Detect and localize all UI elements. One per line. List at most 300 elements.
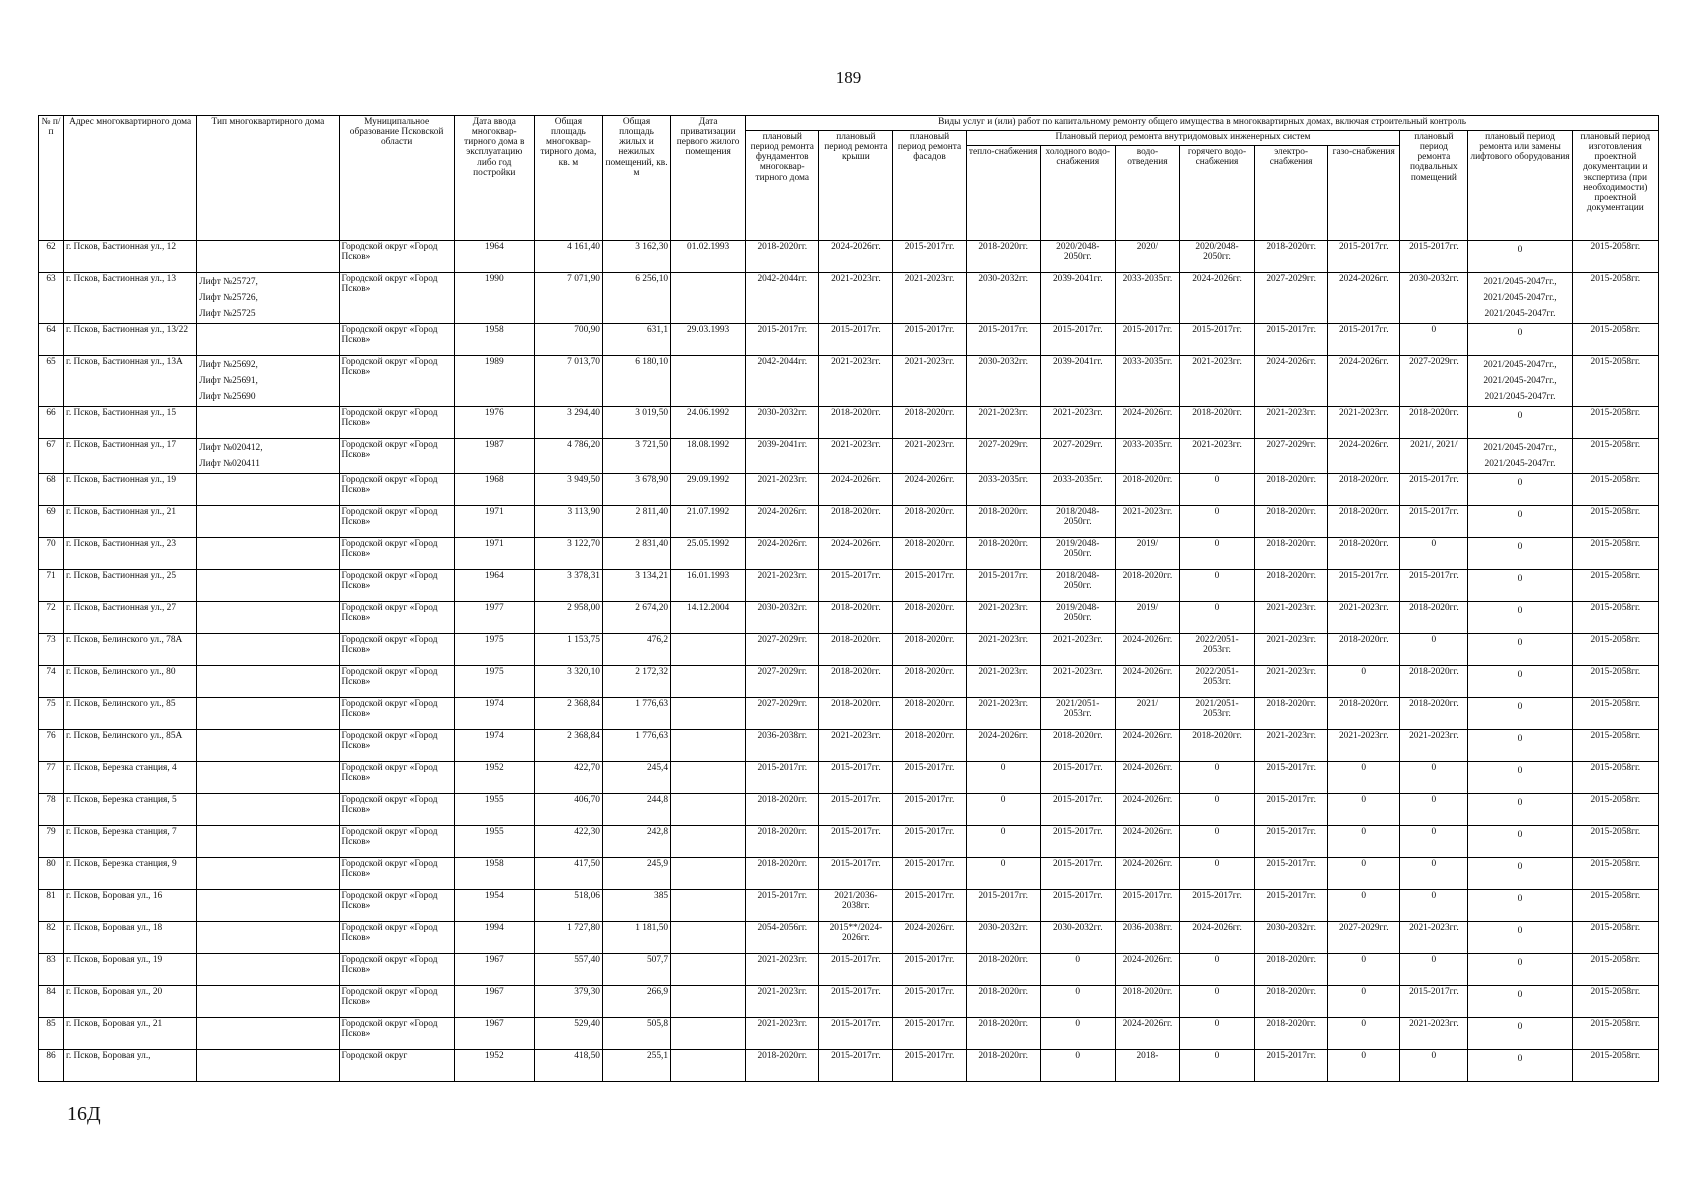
cell-basement: 0 (1400, 634, 1468, 666)
cell-elevator (1468, 474, 1572, 506)
cell-cold-water: 2039-2041гг. (1040, 356, 1115, 407)
cell-total-area: 4 161,40 (534, 241, 602, 273)
cell-roof: 2018-2020гг. (819, 666, 893, 698)
cell-drainage: 2024-2026гг. (1115, 666, 1179, 698)
cell-heat: 2021-2023гг. (966, 602, 1040, 634)
cell-electric: 2021-2023гг. (1255, 407, 1328, 439)
header-total-area: Общая площадь многоквар-тирного дома, кв. м (534, 116, 602, 241)
cell-living-area: 3 678,90 (602, 474, 670, 506)
cell-type (197, 602, 339, 634)
cell-heat: 2021-2023гг. (966, 634, 1040, 666)
cell-facade: 2018-2020гг. (893, 506, 966, 538)
cell-type (197, 826, 339, 858)
cell-cold-water: 2021/2051-2053гг. (1040, 698, 1115, 730)
cell-living-area: 6 180,10 (602, 356, 670, 407)
cell-basement: 2021-2023гг. (1400, 1018, 1468, 1050)
cell-num: 72 (39, 602, 64, 634)
cell-heat: 2021-2023гг. (966, 407, 1040, 439)
cell-total-area: 4 786,20 (534, 439, 602, 474)
cell-basement: 0 (1400, 324, 1468, 356)
elevator-period: 0 (1517, 1022, 1523, 1032)
cell-living-area: 255,1 (602, 1050, 670, 1082)
table-row (39, 474, 1659, 506)
cell-foundation: 2024-2026гг. (746, 506, 819, 538)
cell-total-area: 3 113,90 (534, 506, 602, 538)
cell-drainage: 2019/ (1115, 602, 1179, 634)
cell-basement: 2021-2023гг. (1400, 922, 1468, 954)
cell-num: 76 (39, 730, 64, 762)
cell-municipality: Городской округ «Город Псков» (339, 730, 454, 762)
cell-drainage: 2033-2035гг. (1115, 439, 1179, 474)
cell-foundation: 2039-2041гг. (746, 439, 819, 474)
cell-type (197, 890, 339, 922)
cell-electric: 2027-2029гг. (1255, 273, 1328, 324)
cell-hot-water: 0 (1179, 602, 1254, 634)
cell-electric: 2021-2023гг. (1255, 634, 1328, 666)
cell-roof: 2015-2017гг. (819, 954, 893, 986)
cell-design: 2015-2058гг. (1572, 1018, 1658, 1050)
cell-heat: 2018-2020гг. (966, 954, 1040, 986)
cell-hot-water: 2024-2026гг. (1179, 273, 1254, 324)
cell-municipality: Городской округ «Город Псков» (339, 474, 454, 506)
cell-basement: 2018-2020гг. (1400, 698, 1468, 730)
cell-facade: 2018-2020гг. (893, 666, 966, 698)
cell-heat: 2015-2017гг. (966, 324, 1040, 356)
cell-year: 1990 (454, 273, 534, 324)
cell-foundation: 2054-2056гг. (746, 922, 819, 954)
cell-facade: 2018-2020гг. (893, 698, 966, 730)
cell-elevator (1468, 570, 1572, 602)
cell-heat: 2033-2035гг. (966, 474, 1040, 506)
cell-cold-water: 2015-2017гг. (1040, 324, 1115, 356)
cell-drainage: 2036-2038гг. (1115, 922, 1179, 954)
cell-living-area: 245,9 (602, 858, 670, 890)
cell-drainage: 2021-2023гг. (1115, 506, 1179, 538)
cell-heat: 2018-2020гг. (966, 538, 1040, 570)
cell-drainage: 2024-2026гг. (1115, 634, 1179, 666)
cell-cold-water: 0 (1040, 1050, 1115, 1082)
cell-foundation: 2015-2017гг. (746, 324, 819, 356)
cell-address: г. Псков, Березка станция, 9 (64, 858, 197, 890)
header-heat: тепло-снабжения (966, 146, 1040, 241)
cell-living-area: 3 162,30 (602, 241, 670, 273)
cell-electric: 2018-2020гг. (1255, 954, 1328, 986)
elevator-period: 0 (1517, 411, 1523, 421)
cell-priv-date: 01.02.1993 (671, 241, 746, 273)
cell-hot-water: 0 (1179, 794, 1254, 826)
capital-repair-table (38, 115, 1659, 1082)
cell-total-area: 2 958,00 (534, 602, 602, 634)
cell-design: 2015-2058гг. (1572, 474, 1658, 506)
cell-design: 2015-2058гг. (1572, 506, 1658, 538)
lift-number: Лифт №020412, (199, 443, 263, 453)
header-facade: плановый период ремонта фасадов (893, 131, 966, 241)
cell-heat: 0 (966, 794, 1040, 826)
cell-drainage: 2024-2026гг. (1115, 826, 1179, 858)
cell-gas: 2015-2017гг. (1328, 324, 1400, 356)
cell-design: 2015-2058гг. (1572, 666, 1658, 698)
cell-num: 65 (39, 356, 64, 407)
elevator-period: 0 (1517, 798, 1523, 808)
cell-living-area: 1 776,63 (602, 730, 670, 762)
cell-foundation: 2036-2038гг. (746, 730, 819, 762)
cell-total-area: 518,06 (534, 890, 602, 922)
cell-year: 1955 (454, 794, 534, 826)
lift-number: Лифт №25726, (199, 293, 258, 303)
cell-num: 85 (39, 1018, 64, 1050)
cell-roof: 2018-2020гг. (819, 602, 893, 634)
cell-elevator (1468, 826, 1572, 858)
cell-num: 77 (39, 762, 64, 794)
cell-living-area: 1 776,63 (602, 698, 670, 730)
cell-electric: 2021-2023гг. (1255, 666, 1328, 698)
cell-roof: 2015-2017гг. (819, 986, 893, 1018)
cell-num: 78 (39, 794, 64, 826)
cell-address: г. Псков, Бастионная ул., 13/22 (64, 324, 197, 356)
cell-basement: 2015-2017гг. (1400, 986, 1468, 1018)
elevator-period: 2021/2045-2047гг., (1483, 277, 1557, 287)
cell-roof: 2015-2017гг. (819, 570, 893, 602)
cell-cold-water: 0 (1040, 986, 1115, 1018)
cell-foundation: 2027-2029гг. (746, 634, 819, 666)
cell-year: 1958 (454, 858, 534, 890)
cell-living-area: 507,7 (602, 954, 670, 986)
cell-basement: 2030-2032гг. (1400, 273, 1468, 324)
cell-heat: 2018-2020гг. (966, 986, 1040, 1018)
cell-basement: 0 (1400, 1050, 1468, 1082)
cell-num: 73 (39, 634, 64, 666)
cell-elevator (1468, 356, 1572, 407)
table-row (39, 986, 1659, 1018)
cell-cold-water: 2033-2035гг. (1040, 474, 1115, 506)
table-row (39, 602, 1659, 634)
cell-roof: 2021-2023гг. (819, 439, 893, 474)
cell-design: 2015-2058гг. (1572, 324, 1658, 356)
cell-gas: 0 (1328, 794, 1400, 826)
cell-basement: 0 (1400, 794, 1468, 826)
cell-elevator (1468, 858, 1572, 890)
cell-drainage: 2018-2020гг. (1115, 474, 1179, 506)
cell-type (197, 730, 339, 762)
cell-total-area: 379,30 (534, 986, 602, 1018)
cell-facade: 2018-2020гг. (893, 602, 966, 634)
cell-roof: 2015-2017гг. (819, 762, 893, 794)
cell-num: 69 (39, 506, 64, 538)
lift-number: Лифт №020411 (199, 459, 260, 469)
cell-type (197, 356, 339, 407)
cell-roof: 2015-2017гг. (819, 794, 893, 826)
cell-year: 1954 (454, 890, 534, 922)
table-row (39, 730, 1659, 762)
cell-type (197, 273, 339, 324)
cell-type (197, 762, 339, 794)
cell-drainage: 2024-2026гг. (1115, 407, 1179, 439)
cell-heat: 0 (966, 762, 1040, 794)
cell-hot-water: 0 (1179, 954, 1254, 986)
table-row (39, 356, 1659, 407)
cell-year: 1955 (454, 826, 534, 858)
cell-living-area: 476,2 (602, 634, 670, 666)
cell-facade: 2015-2017гг. (893, 858, 966, 890)
cell-facade: 2024-2026гг. (893, 922, 966, 954)
cell-year: 1968 (454, 474, 534, 506)
header-gas: газо-снабжения (1328, 146, 1400, 241)
cell-elevator (1468, 407, 1572, 439)
cell-address: г. Псков, Белинского ул., 85 (64, 698, 197, 730)
cell-facade: 2015-2017гг. (893, 826, 966, 858)
table-row (39, 506, 1659, 538)
elevator-period: 0 (1517, 766, 1523, 776)
cell-elevator (1468, 762, 1572, 794)
cell-elevator (1468, 730, 1572, 762)
cell-elevator (1468, 986, 1572, 1018)
cell-type (197, 922, 339, 954)
cell-basement: 2018-2020гг. (1400, 407, 1468, 439)
header-num: № п/п (39, 116, 64, 241)
cell-heat: 2018-2020гг. (966, 1018, 1040, 1050)
cell-living-area: 631,1 (602, 324, 670, 356)
cell-basement: 0 (1400, 890, 1468, 922)
cell-gas: 0 (1328, 858, 1400, 890)
cell-total-area: 3 320,10 (534, 666, 602, 698)
cell-drainage: 2015-2017гг. (1115, 890, 1179, 922)
cell-basement: 2018-2020гг. (1400, 666, 1468, 698)
cell-priv-date (671, 730, 746, 762)
cell-foundation: 2018-2020гг. (746, 826, 819, 858)
table-row (39, 698, 1659, 730)
cell-municipality: Городской округ «Город Псков» (339, 241, 454, 273)
cell-gas: 0 (1328, 954, 1400, 986)
cell-foundation: 2015-2017гг. (746, 762, 819, 794)
header-basement: плановый период ремонта подвальных помещений (1400, 131, 1468, 241)
cell-drainage: 2015-2017гг. (1115, 324, 1179, 356)
cell-facade: 2018-2020гг. (893, 407, 966, 439)
table-row (39, 858, 1659, 890)
cell-priv-date (671, 922, 746, 954)
cell-address: г. Псков, Бастионная ул., 23 (64, 538, 197, 570)
cell-year: 1976 (454, 407, 534, 439)
cell-type (197, 666, 339, 698)
cell-address: г. Псков, Бастионная ул., 19 (64, 474, 197, 506)
cell-roof: 2018-2020гг. (819, 698, 893, 730)
cell-cold-water: 2018/2048-2050гг. (1040, 570, 1115, 602)
cell-design: 2015-2058гг. (1572, 439, 1658, 474)
table-row (39, 570, 1659, 602)
cell-total-area: 1 727,80 (534, 922, 602, 954)
lift-number: Лифт №25690 (199, 392, 256, 402)
cell-total-area: 417,50 (534, 858, 602, 890)
cell-address: г. Псков, Боровая ул., (64, 1050, 197, 1082)
cell-living-area: 3 721,50 (602, 439, 670, 474)
elevator-period: 0 (1517, 830, 1523, 840)
cell-priv-date (671, 1050, 746, 1082)
cell-cold-water: 2027-2029гг. (1040, 439, 1115, 474)
table-row (39, 890, 1659, 922)
cell-address: г. Псков, Боровая ул., 19 (64, 954, 197, 986)
cell-priv-date: 14.12.2004 (671, 602, 746, 634)
cell-facade: 2015-2017гг. (893, 954, 966, 986)
cell-address: г. Псков, Бастионная ул., 15 (64, 407, 197, 439)
cell-num: 68 (39, 474, 64, 506)
cell-num: 62 (39, 241, 64, 273)
table-row (39, 762, 1659, 794)
cell-year: 1952 (454, 1050, 534, 1082)
cell-electric: 2018-2020гг. (1255, 698, 1328, 730)
elevator-period: 0 (1517, 606, 1523, 616)
cell-num: 84 (39, 986, 64, 1018)
cell-cold-water: 2021-2023гг. (1040, 634, 1115, 666)
cell-total-area: 1 153,75 (534, 634, 602, 666)
cell-priv-date (671, 1018, 746, 1050)
cell-type (197, 439, 339, 474)
cell-drainage: 2018-2020гг. (1115, 986, 1179, 1018)
cell-heat: 2021-2023гг. (966, 666, 1040, 698)
cell-basement: 0 (1400, 538, 1468, 570)
cell-municipality: Городской округ (339, 1050, 454, 1082)
cell-hot-water: 0 (1179, 474, 1254, 506)
cell-electric: 2018-2020гг. (1255, 538, 1328, 570)
cell-municipality: Городской округ «Город Псков» (339, 986, 454, 1018)
cell-elevator (1468, 324, 1572, 356)
cell-municipality: Городской округ «Город Псков» (339, 324, 454, 356)
cell-address: г. Псков, Боровая ул., 20 (64, 986, 197, 1018)
cell-foundation: 2027-2029гг. (746, 666, 819, 698)
elevator-period: 2021/2045-2047гг. (1484, 459, 1556, 469)
cell-roof: 2018-2020гг. (819, 506, 893, 538)
cell-num: 64 (39, 324, 64, 356)
cell-municipality: Городской округ «Город Псков» (339, 858, 454, 890)
cell-heat: 2024-2026гг. (966, 730, 1040, 762)
header-design-docs: плановый период изготовления проектной документации и экспертиза (при необходимости) проектной документации (1572, 131, 1658, 241)
cell-num: 79 (39, 826, 64, 858)
cell-gas: 0 (1328, 890, 1400, 922)
elevator-period: 0 (1517, 990, 1523, 1000)
cell-priv-date: 29.03.1993 (671, 324, 746, 356)
cell-living-area: 2 172,32 (602, 666, 670, 698)
cell-type (197, 407, 339, 439)
cell-roof: 2015**/2024-2026гг. (819, 922, 893, 954)
cell-drainage: 2018-2020гг. (1115, 570, 1179, 602)
cell-elevator (1468, 1050, 1572, 1082)
table-row (39, 634, 1659, 666)
cell-gas: 2021-2023гг. (1328, 407, 1400, 439)
cell-total-area: 422,70 (534, 762, 602, 794)
cell-basement: 2015-2017гг. (1400, 241, 1468, 273)
cell-cold-water: 0 (1040, 954, 1115, 986)
cell-foundation: 2015-2017гг. (746, 890, 819, 922)
cell-cold-water: 2015-2017гг. (1040, 794, 1115, 826)
cell-foundation: 2021-2023гг. (746, 1018, 819, 1050)
table-row (39, 794, 1659, 826)
cell-hot-water: 2015-2017гг. (1179, 890, 1254, 922)
cell-drainage: 2033-2035гг. (1115, 273, 1179, 324)
cell-design: 2015-2058гг. (1572, 698, 1658, 730)
cell-gas: 2024-2026гг. (1328, 439, 1400, 474)
cell-total-area: 2 368,84 (534, 698, 602, 730)
cell-design: 2015-2058гг. (1572, 858, 1658, 890)
cell-priv-date: 18.08.1992 (671, 439, 746, 474)
header-drainage: водо-отведения (1115, 146, 1179, 241)
cell-hot-water: 0 (1179, 1018, 1254, 1050)
cell-cold-water: 2019/2048-2050гг. (1040, 602, 1115, 634)
cell-year: 1989 (454, 356, 534, 407)
cell-year: 1967 (454, 986, 534, 1018)
cell-foundation: 2027-2029гг. (746, 698, 819, 730)
cell-num: 81 (39, 890, 64, 922)
cell-elevator (1468, 954, 1572, 986)
cell-municipality: Городской округ «Город Псков» (339, 439, 454, 474)
cell-type (197, 858, 339, 890)
cell-living-area: 6 256,10 (602, 273, 670, 324)
cell-design: 2015-2058гг. (1572, 407, 1658, 439)
cell-gas: 2024-2026гг. (1328, 356, 1400, 407)
cell-roof: 2021/2036-2038гг. (819, 890, 893, 922)
cell-municipality: Городской округ «Город Псков» (339, 407, 454, 439)
cell-municipality: Городской округ «Город Псков» (339, 794, 454, 826)
cell-address: г. Псков, Березка станция, 5 (64, 794, 197, 826)
cell-elevator (1468, 273, 1572, 324)
cell-electric: 2015-2017гг. (1255, 890, 1328, 922)
table-row (39, 666, 1659, 698)
elevator-period: 0 (1517, 245, 1523, 255)
cell-priv-date (671, 986, 746, 1018)
cell-priv-date (671, 698, 746, 730)
cell-heat: 2015-2017гг. (966, 570, 1040, 602)
cell-year: 1987 (454, 439, 534, 474)
cell-gas: 0 (1328, 826, 1400, 858)
cell-heat: 2018-2020гг. (966, 241, 1040, 273)
table-body (39, 241, 1659, 1082)
cell-hot-water: 2021/2051-2053гг. (1179, 698, 1254, 730)
elevator-period: 2021/2045-2047гг. (1484, 392, 1556, 402)
cell-heat: 2018-2020гг. (966, 506, 1040, 538)
cell-elevator (1468, 922, 1572, 954)
cell-facade: 2015-2017гг. (893, 986, 966, 1018)
cell-design: 2015-2058гг. (1572, 1050, 1658, 1082)
cell-design: 2015-2058гг. (1572, 570, 1658, 602)
elevator-period: 0 (1517, 542, 1523, 552)
cell-electric: 2021-2023гг. (1255, 730, 1328, 762)
cell-year: 1971 (454, 538, 534, 570)
cell-drainage: 2024-2026гг. (1115, 762, 1179, 794)
cell-living-area: 2 674,20 (602, 602, 670, 634)
header-engineering-group: Плановый период ремонта внутридомовых инженерных систем (966, 131, 1400, 146)
cell-gas: 2021-2023гг. (1328, 730, 1400, 762)
cell-total-area: 7 071,90 (534, 273, 602, 324)
cell-cold-water: 0 (1040, 1018, 1115, 1050)
cell-electric: 2015-2017гг. (1255, 826, 1328, 858)
table-row (39, 407, 1659, 439)
cell-total-area: 406,70 (534, 794, 602, 826)
cell-facade: 2021-2023гг. (893, 356, 966, 407)
elevator-period: 0 (1517, 638, 1523, 648)
cell-gas: 2027-2029гг. (1328, 922, 1400, 954)
lift-number: Лифт №25692, (199, 360, 258, 370)
header-elevator: плановый период ремонта или замены лифтового оборудования (1468, 131, 1572, 241)
cell-gas: 0 (1328, 1050, 1400, 1082)
cell-hot-water: 2015-2017гг. (1179, 324, 1254, 356)
cell-electric: 2015-2017гг. (1255, 1050, 1328, 1082)
cell-num: 63 (39, 273, 64, 324)
elevator-period: 0 (1517, 958, 1523, 968)
cell-municipality: Городской округ «Город Псков» (339, 954, 454, 986)
cell-elevator (1468, 666, 1572, 698)
cell-basement: 2018-2020гг. (1400, 602, 1468, 634)
cell-total-area: 422,30 (534, 826, 602, 858)
cell-heat: 0 (966, 826, 1040, 858)
cell-elevator (1468, 634, 1572, 666)
cell-gas: 2018-2020гг. (1328, 506, 1400, 538)
